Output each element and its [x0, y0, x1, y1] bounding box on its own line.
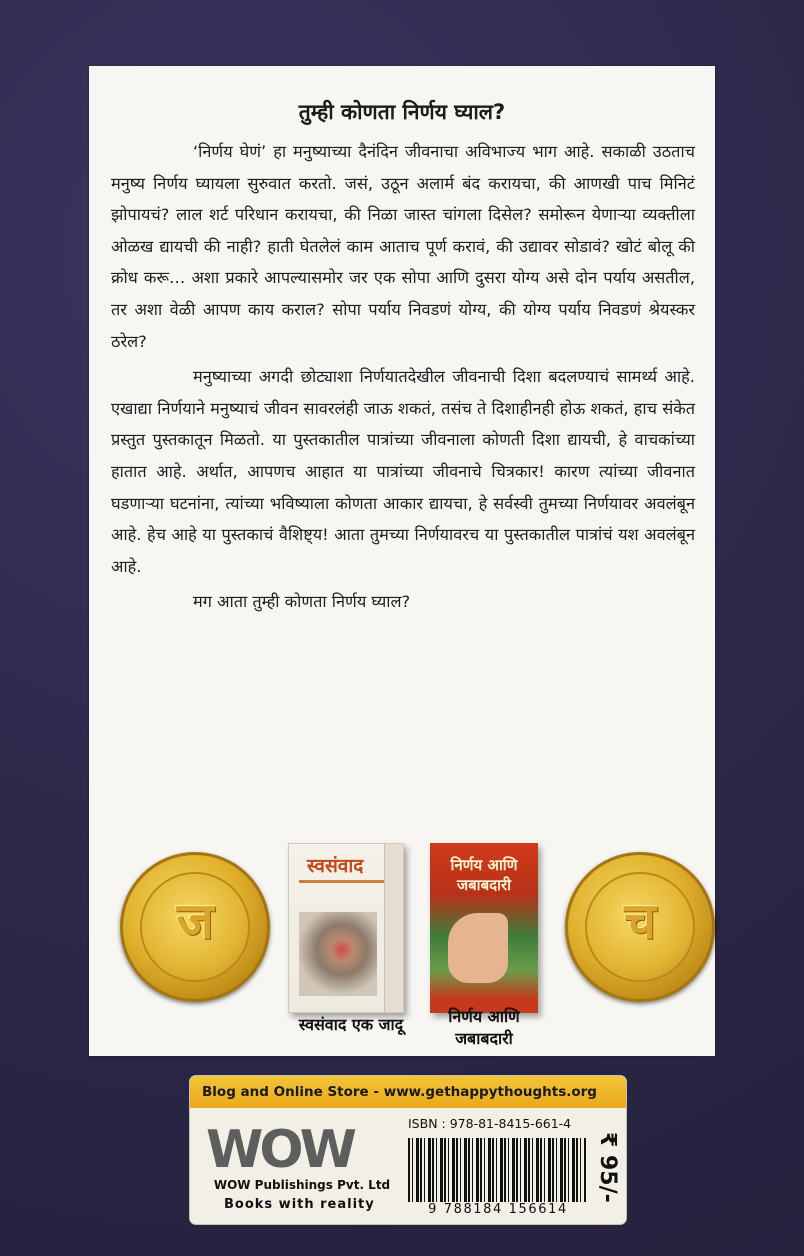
wow-logo: WOW [206, 1120, 353, 1180]
coin-glyph: च [624, 892, 656, 950]
book-caption-2 [420, 1006, 548, 1050]
barcode-number: 9 788184 156614 [428, 1202, 568, 1217]
isbn-text: ISBN : 978-81-8415-661-4 [408, 1116, 572, 1131]
gold-coin-right [565, 852, 715, 1002]
coin-glyph: ज [176, 892, 214, 950]
price-label: ₹ 95/- [595, 1132, 620, 1203]
blurb-paragraph-1: ‘निर्णय घेणं’ हा मनुष्याच्या दैनंदिन जीवनाचा अविभाज्य भाग आहे. सकाळी उठताच मनुष्य निर्णय घ्यायला सुरुवात करतो. जसं, उठून अलार्म बंद करायचा, की आणखी पाच मिनिटं झोपायचं? लाल शर्ट परिधान करायचा, की निळा जास्त चांगला दिसेल? समोरून येणाऱ्या व्यक्तीला ओळख द्यायची की नाही? हाती घेतलेलं काम आताच पूर्ण करावं, की उद्यावर सोडावं? खोटं बोलू की क्रोध करू… अशा प्रकारे आपल्यासमोर जर एक सोपा आणि दुसरा योग्य असे दोन पर्याय असतील, तर अशा वेळी आपण काय कराल? सोपा पर्याय निवडणं योग्य, की योग्य पर्याय निवडणं श्रेयस्कर ठरेल? [111, 142, 695, 351]
book-cover-title: स्वसंवाद [307, 855, 364, 877]
hand-illustration [448, 913, 508, 983]
book-caption-1: स्वसंवाद एक जादू [298, 1015, 404, 1034]
book-spine [384, 844, 403, 1012]
store-banner: Blog and Online Store - www.gethappythoughts.org [190, 1076, 626, 1108]
panel-title: तुम्ही कोणता निर्णय घ्याल? [298, 100, 506, 124]
book-cover-nirnay [430, 843, 538, 1013]
publisher-tagline: Books with reality [224, 1197, 375, 1212]
publisher-name: WOW Publishings Pvt. Ltd [213, 1178, 391, 1192]
blurb-paragraph-2: मनुष्याच्या अगदी छोट्याशा निर्णयातदेखील जीवनाची दिशा बदलण्याचं सामर्थ्य आहे. एखाद्या निर्णयाने मनुष्याचं जीवन सावरलंही जाऊ शकतं, तसंच ते दिशाहीनही होऊ शकतं, हाच संकेत प्रस्तुत पुस्तकातून मिळतो. या पुस्तकातील पात्रांच्या जीवनाला कोणती दिशा द्यायची, हे वाचकांच्या हातात आहे. अर्थात, आपणच आहात या पात्रांच्या जीवनाचे चित्रकार! कारण त्यांच्या जीवनात घडणाऱ्या घटनांना, त्यांच्या भविष्याला कोणता आकार द्यायचा, हे सर्वस्वी तुमच्या निर्णयावर अवलंबून आहे. हेच आहे या पुस्तकाचं वैशिष्ट्य! आता तुमच्या निर्णयावरच या पुस्तकातील पात्रांचं यश अवलंबून आहे. [111, 367, 695, 576]
publisher-footer [190, 1076, 626, 1224]
book-cover-title: निर्णय आणि जबाबदारी [450, 856, 518, 894]
book-cover-rule [299, 880, 393, 883]
tree-illustration [299, 912, 377, 996]
book-cover-swasamvad [288, 843, 404, 1013]
book-caption-2-line1: निर्णय आणि [448, 1007, 520, 1026]
blurb-closing: मग आता तुम्ही कोणता निर्णय घ्याल? [193, 592, 411, 612]
book-caption-2-line2: जबाबदारी [455, 1029, 513, 1048]
gold-coin-left [120, 852, 270, 1002]
blurb-text [111, 136, 695, 622]
barcode [408, 1138, 586, 1202]
